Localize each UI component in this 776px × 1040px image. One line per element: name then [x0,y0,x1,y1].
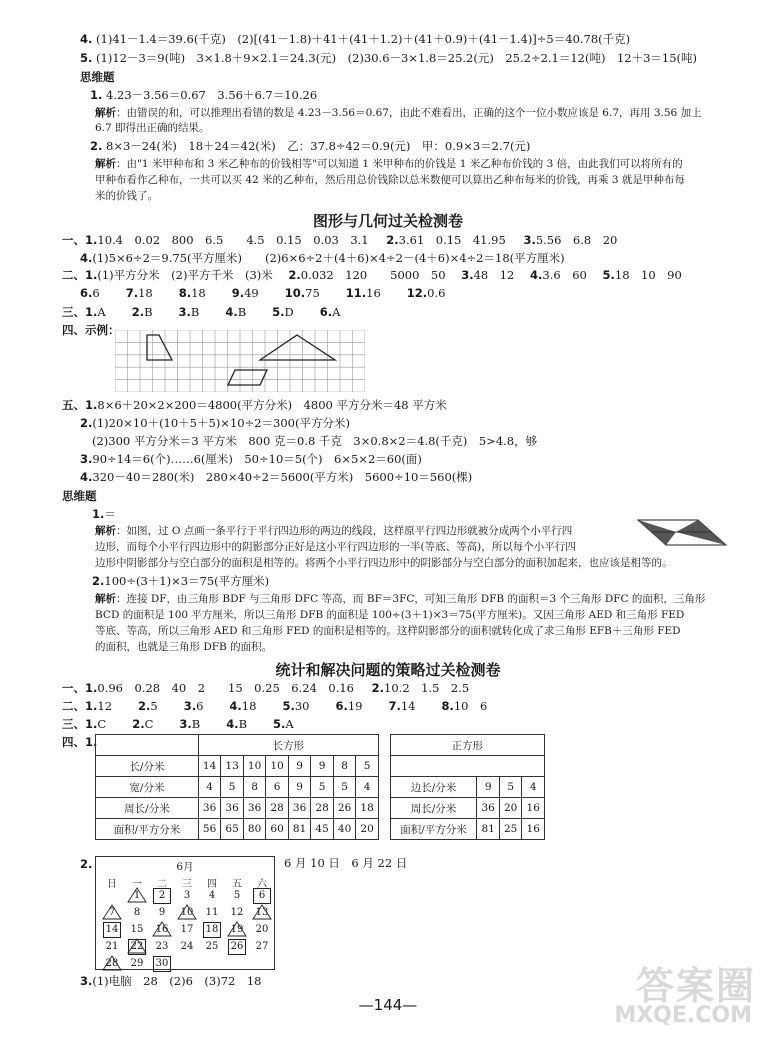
calendar-weekday: 一 [132,879,142,890]
calendar-day: 19 [230,924,244,935]
stat-part2-item-4: 4.18 [229,699,257,713]
geo-part5-line4: 3.90÷14＝6(个)……6(厘米) 50÷10＝5(个) 6×5×2＝60(面) [80,452,422,466]
geo-part2-item-7: 12.0.6 [406,286,446,300]
calendar-day: 21 [105,941,119,952]
stat-part3-item-3: 3.B [179,717,201,731]
geo-part2-item-4: 9.49 [231,286,259,300]
calendar-weekday: 四 [207,879,217,890]
geo-part2-line1: 二、1.(1)平方分米 (2)平方千米 (3)米 2.0.032 120 5000 50 3.48 12 4.3.6 60 5.18 10 90 [62,268,682,282]
calendar-weekday: 六 [257,879,267,890]
calendar-day: 24 [180,941,194,952]
rectangle-square-table [95,734,545,840]
geo-thinking-exp-1b: 边形，而每个小平行四边形中的阴影部分正好是这小平行四边形的一半(等底、等高)，所以每个小平行四 [95,541,576,553]
geo-part2-item-3: 8.18 [178,286,206,300]
stat-part3-line: 三、1.C 2.C 3.B 4.B 5.A [62,717,294,731]
calendar-day: 28 [105,958,119,969]
geo-thinking-heading: 思维题 [62,489,97,503]
table-row: 面积/平方分米 56 65 80 60 81 45 40 20 面积/平方分米 81 25 16 [96,819,545,840]
example-grid-figure [115,330,365,392]
stat-part3-item-1: 1.C [85,717,107,731]
stat-part4-label: 四、1. [62,735,98,749]
calendar-day: 20 [255,924,269,935]
thinking-explanation-1: 解析：由错误的和，可以推理出看错的数是 4.23－3.56＝0.67，由此不难看出，正确的这个一位小数应该是 6.7，再用 3.56 加上 [95,107,702,119]
calendar-day: 25 [205,941,219,952]
parallelogram-o-figure [636,518,728,548]
calendar-day: 13 [255,907,269,918]
calendar-day: 14 [105,924,119,935]
thinking-explanation-2b: 甲种布看作乙种布，一共可以买 42 米的乙种布，然后用总价钱除以总米数便可以算出乙种布每米的价钱，再乘 3 就是甲种布每 [95,174,685,186]
calendar-day: 7 [108,907,116,918]
calendar-day: 10 [180,907,194,918]
geo-part2-item-6: 11.16 [345,286,381,300]
square-header: 正方形 [390,735,544,756]
stat-part2-item-6: 6.19 [335,699,363,713]
triangle-mark [227,921,247,937]
geo-thinking-answer-2: 2.100÷(3＋1)×3＝75(平方厘米) [92,574,270,588]
calendar-weekday: 三 [182,879,192,890]
stat-q2-answer: 6 月 10 日 6 月 22 日 [284,856,408,870]
stat-part3-item-5: 5.A [273,717,294,731]
geo-part1-line1: 一、1.10.4 0.02 800 6.5 4.5 0.15 0.03 3.1 2.3.61 0.15 41.95 3.5.56 6.8 20 [62,233,618,247]
calendar-weekday: 日 [107,879,117,890]
answer-line-5: 5. (1)12－3＝9(吨) 3×1.8＋9×2.1＝24.3(元) (2)30.6－3×1.8＝25.2(元) 25.2÷2.1＝12(吨) 12＋3＝15(吨) [80,51,698,65]
stat-part2-item-2: 2.5 [138,699,158,713]
geo-part3-item-4: 4.B [225,305,247,319]
thinking-explanation-2c: 米的价钱了。 [95,190,158,202]
calendar-day: 4 [208,890,216,901]
triangle-mark [127,938,147,954]
stat-part2-item-5: 5.30 [282,699,310,713]
calendar-month: 6月 [176,861,194,873]
calendar-day: 5 [233,890,241,901]
thinking-explanation-2: 解析：由"1 米甲种布和 3 米乙种布的价钱相等"可以知道 1 米甲种布的价钱是 1 米乙种布价钱的 3 倍，由此我们可以将所有的 [95,158,683,170]
calendar-day: 30 [155,958,169,969]
calendar-day: 3 [183,890,191,901]
stat-part2-item-3: 3.6 [183,699,204,713]
geo-part3-item-6: 6.A [319,305,341,319]
geo-part2-item-5: 10.75 [284,286,320,300]
calendar-day: 18 [205,924,219,935]
geo-part3-line: 三、1.A 2.B 3.B 4.B 5.D 6.A [62,305,341,319]
geo-part5-line2: 2.(1)20×10＋(10＋5＋5)×10÷2＝300(平方分米) [80,416,350,430]
calendar-day: 6 [254,889,270,903]
watermark-logo: 答案圈 [635,964,756,1008]
geo-thinking-answer-1: 1.＝ [92,507,116,521]
calendar-weekday: 五 [232,879,242,890]
geo-thinking-exp-1a: 解析：如图，过 O 点画一条平行于平行四边形的两边的线段，这样原平行四边形就被分成两个小平行四 [95,525,573,537]
calendar-day: 16 [155,924,169,935]
svg-text:O: O [672,522,681,533]
geo-part5-line3: (2)300 平方分米＝3 平方米 800 克＝0.8 千克 3×0.8×2＝4.8(千克) 5>4.8，够 [92,434,538,448]
geo-part3-item-2: 2.B [131,305,153,319]
geo-part3-item-1: 1.A [85,305,106,319]
calendar-day: 11 [205,907,219,918]
calendar-day: 1 [133,890,141,901]
june-calendar [95,856,275,970]
stat-part2-item-8: 8.10 6 [441,699,488,713]
calendar-day: 15 [130,924,144,935]
stat-part2-item-1: 1.12 [85,699,113,713]
geo-part2-item-1: 6.6 [80,286,100,300]
triangle-mark [127,887,147,903]
calendar-day: 29 [130,958,144,969]
calendar-day: 23 [155,941,169,952]
table-row: 宽/分米 4 5 8 6 9 5 5 4 边长/分米 9 5 4 [96,777,545,798]
thinking-answer-1: 1. 4.23－3.56＝0.67 3.56＋6.7＝10.26 [90,88,318,102]
thinking-explanation-1b: 6.7 即得出正确的结果。 [95,122,210,134]
triangle-mark [102,904,122,920]
calendar-day: 22 [130,941,144,952]
stat-part3-item-2: 2.C [132,717,154,731]
calendar-day: 12 [230,907,244,918]
parallelogram-shape [228,370,267,385]
section-title-geometry: 图形与几何过关检测卷 [312,212,463,230]
thinking-answer-2: 2. 8×3－24(米) 18＋24＝42(米) 乙：37.8÷42＝0.9(元) 甲：0.9×3＝2.7(元) [90,139,531,153]
calendar-day: 26 [230,941,244,952]
triangle-mark [102,955,122,971]
trapezoid-shape [147,335,172,360]
geo-part4-label: 四、示例： [62,323,120,337]
geo-part5-line1: 五、1.8×6＋20×2×200＝4800(平方分米) 4800 平方分米＝48 平方米 [62,398,447,412]
section-heading-thinking: 思维题 [80,70,115,84]
triangle-mark [252,904,272,920]
calendar-day: 9 [158,907,166,918]
calendar-day: 8 [133,907,141,918]
stat-part1-line: 一、1.0.96 0.28 40 2 15 0.25 6.24 0.16 2.10.2 1.5 2.5 [62,681,470,695]
calendar-day: 2 [154,889,170,903]
geo-thinking-exp-2d: 的面积，也就是三角形 DFB 的面积。 [95,641,273,653]
watermark-url: MXQE.COM [614,1003,752,1028]
geo-part5-line5: 4.320－40＝280(米) 280×40÷2＝5600(平方米) 5600÷10＝560(棵) [80,470,473,484]
stat-q2-label: 2. [80,857,93,871]
section-title-statistics: 统计和解决问题的策略过关检测卷 [275,661,501,679]
triangle-mark [177,904,197,920]
calendar-day: 17 [180,924,194,935]
calendar-day: 27 [255,941,269,952]
rectangle-header: 长方形 [198,735,378,756]
answer-line-4: 4. (1)41－1.4＝39.6(千克) (2)[(41－1.8)＋41＋(41＋1.2)＋(41＋0.9)＋(41－1.4)]÷5＝40.78(千克) [80,32,631,46]
stat-q3-line: 3.(1)电脑 28 (2)6 (3)72 18 [80,974,262,988]
geo-part2-line2 [80,286,471,300]
geo-part3-item-5: 5.D [272,305,294,319]
calendar-weekday: 二 [157,879,167,890]
geo-thinking-exp-2a: 解析：连接 DF，由三角形 BDF 与三角形 DFC 等高，而 BF＝3FC，可知三角形 DFB 的面积＝3 个三角形 DFC 的面积，三角形 [95,593,706,605]
geo-thinking-exp-2c: 等底、等高，所以三角形 AED 和三角形 FED 的面积是相等的。这样阴影部分的面积就转化成了求三角形 EFB＋三角形 FED [95,625,681,637]
geo-part1-line2: 4.(1)5×6÷2＝9.75(平方厘米) (2)6×6÷2＋(4＋6)×4÷2－(4＋6)×4÷2＝18(平方厘米) [80,251,565,265]
stat-part2-item-7: 7.14 [388,699,416,713]
table-row: 周长/分米 36 36 36 28 36 28 26 18 周长/分米 36 20 16 [96,798,545,819]
table-row: 长/分米 14 13 10 10 9 9 8 5 [96,756,545,777]
stat-part3-item-4: 4.B [226,717,248,731]
geo-thinking-exp-2b: BCD 的面积是 100 平方厘米，所以三角形 DFB 的面积是 100÷(3＋1)×3＝75(平方厘米)。又因三角形 AED 和三角形 FED [95,609,685,621]
geo-part2-item-2: 7.18 [125,286,153,300]
triangle-shape [260,335,335,360]
page-number: —144— [358,996,418,1014]
geo-thinking-exp-1c: 边形中阴影部分与空白部分的面积是相等的。将两个小平行四边形中的阴影部分与空白部分的面积加起来，也应该是相等的。 [95,557,673,569]
stat-part2-line: 二、1.12 2.5 3.6 4.18 5.30 6.19 7.14 8.10 6 [62,699,488,713]
triangle-mark [152,921,172,937]
geo-part3-item-3: 3.B [178,305,200,319]
